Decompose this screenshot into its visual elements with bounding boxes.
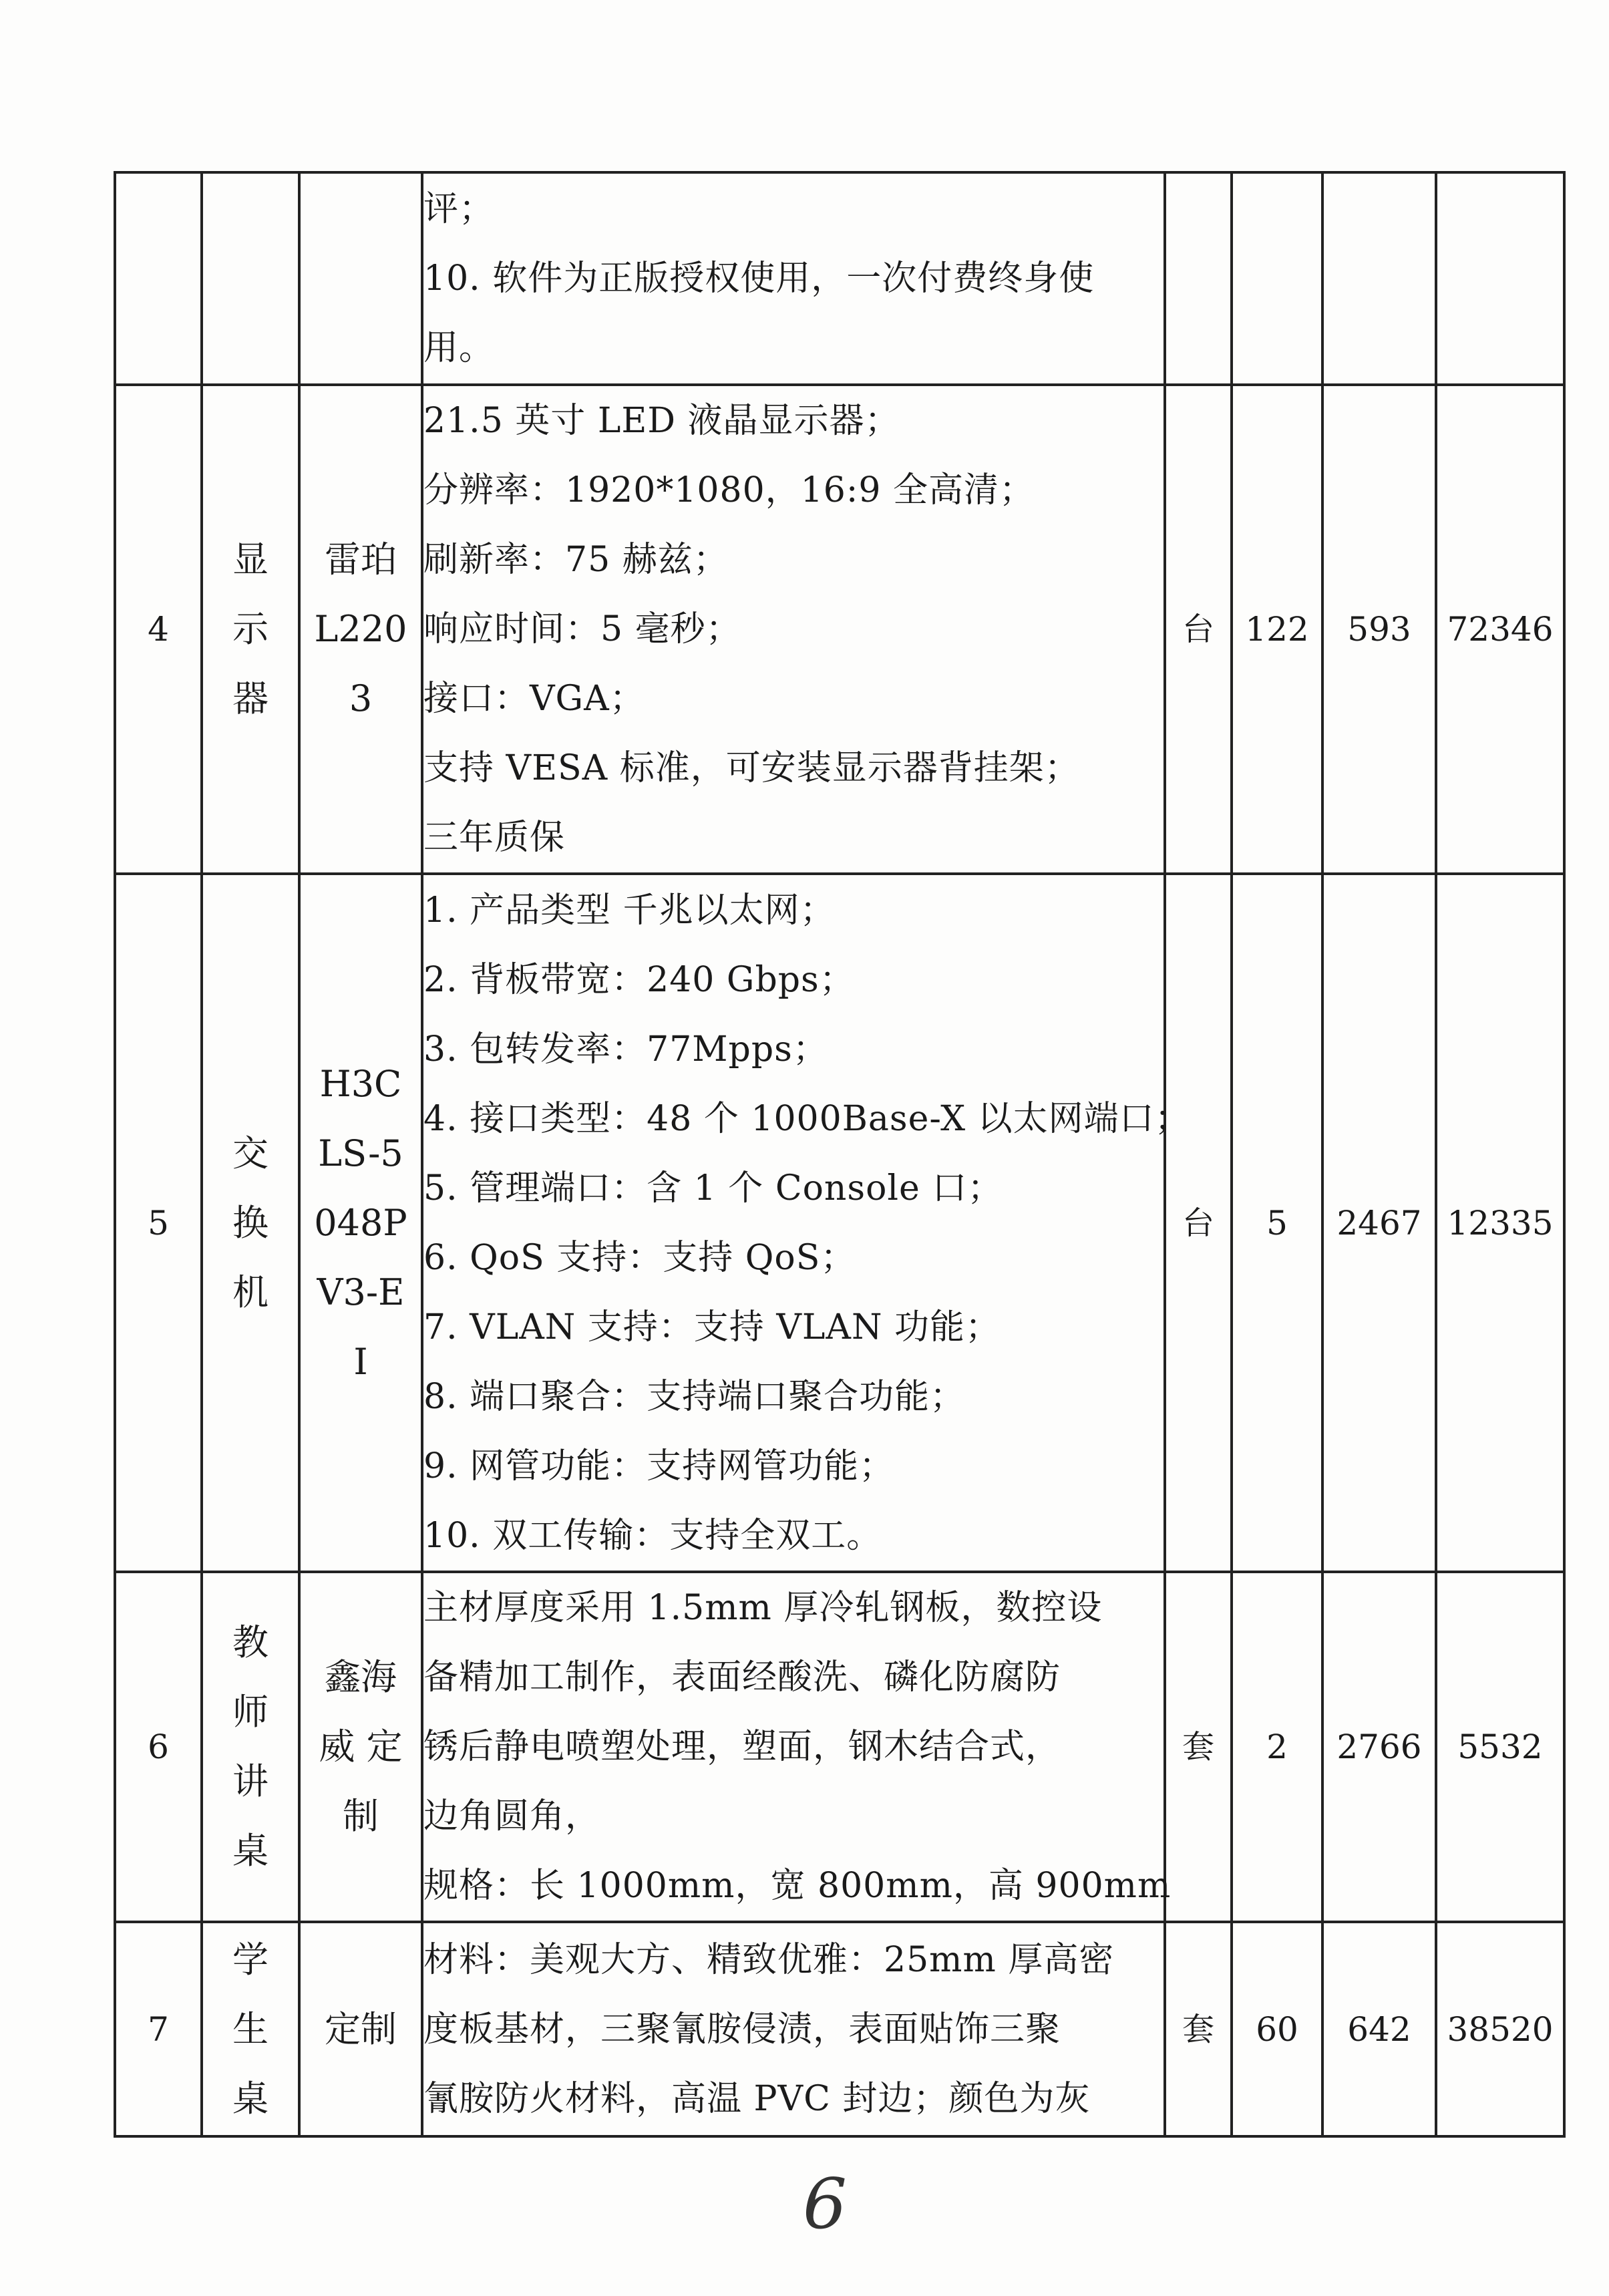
spec-line: 1. 产品类型 千兆以太网； bbox=[423, 890, 836, 931]
item-unit-price bbox=[1322, 172, 1436, 385]
model-line: 制 bbox=[343, 1795, 379, 1837]
item-unit: 套 bbox=[1165, 1922, 1232, 2136]
spec-line: 支持 VESA 标准，可安装显示器背挂架； bbox=[423, 748, 1080, 788]
spec-line: 氰胺防火材料，高温 PVC 封边；颜色为灰 bbox=[423, 2078, 1091, 2119]
item-quantity: 5 bbox=[1232, 874, 1322, 1572]
item-number bbox=[115, 172, 202, 385]
item-spec bbox=[422, 1572, 1172, 1922]
item-quantity: 2 bbox=[1232, 1572, 1322, 1922]
model-line: L220 bbox=[314, 608, 407, 650]
item-unit: 台 bbox=[1165, 874, 1232, 1572]
item-model bbox=[299, 172, 422, 385]
item-model bbox=[299, 385, 422, 874]
spec-line: 分辨率：1920*1080，16:9 全高清； bbox=[423, 470, 1035, 510]
model-line: V3-E bbox=[317, 1271, 405, 1313]
spec-line: 用。 bbox=[423, 328, 495, 368]
model-line: 定制 bbox=[325, 2007, 397, 2050]
item-number: 6 bbox=[115, 1572, 202, 1922]
name-char: 讲 bbox=[232, 1760, 269, 1802]
table-row bbox=[115, 1572, 1564, 1922]
table-row bbox=[115, 385, 1564, 874]
item-total: 5532 bbox=[1436, 1572, 1564, 1922]
spec-line: 响应时间：5 毫秒； bbox=[423, 609, 741, 649]
item-quantity: 60 bbox=[1232, 1922, 1322, 2136]
spec-line: 主材厚度采用 1.5mm 厚冷轧钢板，数控设 bbox=[423, 1588, 1103, 1628]
name-char: 师 bbox=[232, 1691, 269, 1733]
spec-line: 10. 软件为正版授权使用，一次付费终身使 bbox=[423, 259, 1095, 299]
item-total: 72346 bbox=[1436, 385, 1564, 874]
model-line: H3C bbox=[319, 1062, 402, 1105]
model-line: I bbox=[353, 1340, 368, 1383]
spec-line: 接口：VGA； bbox=[423, 679, 645, 719]
item-name bbox=[202, 1922, 299, 2136]
spec-line: 5. 管理端口：含 1 个 Console 口； bbox=[423, 1168, 1003, 1208]
model-line: 鑫海 bbox=[325, 1656, 397, 1698]
name-char: 换 bbox=[232, 1201, 269, 1244]
spec-line: 度板基材，三聚氰胺侵渍，表面贴饰三聚 bbox=[423, 2009, 1061, 2049]
item-spec bbox=[422, 172, 1165, 385]
name-char: 教 bbox=[232, 1621, 269, 1663]
item-quantity bbox=[1232, 172, 1322, 385]
spec-line: 边角圆角， bbox=[423, 1796, 601, 1836]
equipment-spec-table bbox=[114, 171, 1566, 2138]
spec-line: 材料：美观大方、精致优雅：25mm 厚高密 bbox=[423, 1939, 1115, 1980]
table-row bbox=[115, 172, 1564, 385]
item-name bbox=[202, 1572, 299, 1922]
item-number: 4 bbox=[115, 385, 202, 874]
item-model bbox=[299, 874, 422, 1572]
item-unit: 套 bbox=[1165, 1572, 1232, 1922]
item-model bbox=[299, 1572, 422, 1922]
model-line: 威 定 bbox=[319, 1726, 403, 1768]
item-name bbox=[202, 172, 299, 385]
table-row bbox=[115, 1922, 1564, 2136]
spec-line: 6. QoS 支持：支持 QoS； bbox=[423, 1237, 856, 1278]
item-total bbox=[1436, 172, 1564, 385]
name-char: 学 bbox=[232, 1938, 269, 1981]
name-char: 交 bbox=[232, 1132, 269, 1174]
spec-line: 备精加工制作，表面经酸洗、磷化防腐防 bbox=[423, 1657, 1061, 1697]
item-spec bbox=[422, 874, 1190, 1572]
item-unit-price: 2766 bbox=[1322, 1572, 1436, 1922]
name-char: 生 bbox=[232, 2007, 269, 2050]
item-name bbox=[202, 874, 299, 1572]
spec-line: 8. 端口聚合：支持端口聚合功能； bbox=[423, 1376, 966, 1417]
name-char: 桌 bbox=[232, 1830, 269, 1872]
item-model bbox=[299, 1922, 422, 2136]
item-total: 38520 bbox=[1436, 1922, 1564, 2136]
item-unit-price: 642 bbox=[1322, 1922, 1436, 2136]
table-row bbox=[115, 874, 1564, 1572]
item-number: 5 bbox=[115, 874, 202, 1572]
model-line: 048P bbox=[314, 1201, 407, 1244]
name-char: 器 bbox=[232, 677, 269, 719]
name-char: 示 bbox=[232, 608, 269, 650]
spec-line: 3. 包转发率：77Mpps； bbox=[423, 1029, 828, 1070]
item-unit bbox=[1165, 172, 1232, 385]
spec-line: 21.5 英寸 LED 液晶显示器； bbox=[423, 401, 900, 441]
handwritten-page-number: 6 bbox=[802, 2163, 848, 2245]
item-spec bbox=[422, 385, 1165, 874]
spec-line: 2. 背板带宽：240 Gbps； bbox=[423, 959, 855, 1000]
spec-line: 规格：长 1000mm，宽 800mm，高 900mm bbox=[423, 1866, 1172, 1906]
spec-line: 锈后静电喷塑处理，塑面，钢木结合式， bbox=[423, 1727, 1061, 1767]
spec-line: 7. VLAN 支持：支持 VLAN 功能； bbox=[423, 1307, 1001, 1347]
item-spec bbox=[422, 1922, 1165, 2136]
item-name bbox=[202, 385, 299, 874]
name-char: 显 bbox=[232, 538, 269, 581]
item-unit-price: 593 bbox=[1322, 385, 1436, 874]
item-number: 7 bbox=[115, 1922, 202, 2136]
spec-line: 9. 网管功能：支持网管功能； bbox=[423, 1446, 895, 1486]
spec-line: 10. 双工传输：支持全双工。 bbox=[423, 1515, 882, 1556]
spec-line: 刷新率：75 赫兹； bbox=[423, 540, 729, 580]
model-line: LS-5 bbox=[318, 1132, 403, 1174]
item-total: 12335 bbox=[1436, 874, 1564, 1572]
model-line: 雷珀 bbox=[325, 538, 397, 581]
model-line: 3 bbox=[349, 677, 373, 719]
name-char: 机 bbox=[232, 1271, 269, 1313]
spec-line: 4. 接口类型：48 个 1000Base-X 以太网端口； bbox=[423, 1098, 1190, 1139]
spec-line: 三年质保 bbox=[423, 818, 566, 858]
item-unit-price: 2467 bbox=[1322, 874, 1436, 1572]
name-char: 桌 bbox=[232, 2077, 269, 2120]
item-quantity: 122 bbox=[1232, 385, 1322, 874]
item-unit: 台 bbox=[1165, 385, 1232, 874]
spec-line: 评； bbox=[423, 189, 495, 229]
